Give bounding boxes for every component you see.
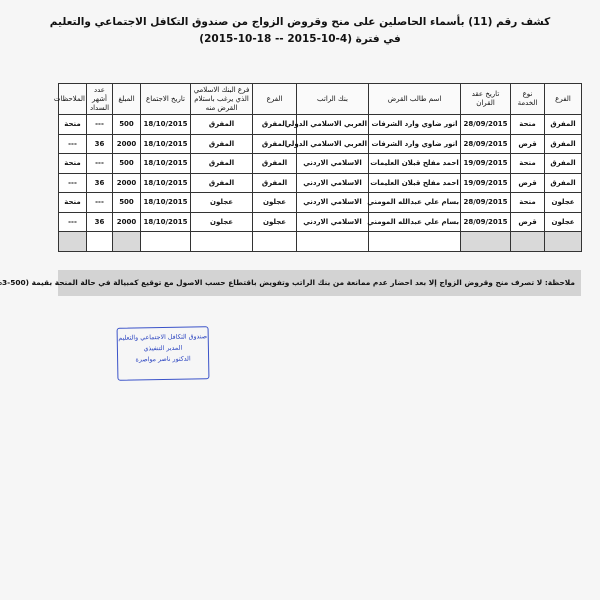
column-header: الفرع bbox=[253, 84, 297, 115]
stamp-line-3: الدكتور ناصر مواصرة bbox=[135, 355, 191, 364]
table-row bbox=[59, 193, 582, 213]
table-row bbox=[59, 173, 582, 193]
table-cell: المفرق bbox=[191, 154, 253, 174]
table-cell: منحة bbox=[59, 154, 87, 174]
table-cell: قرض bbox=[511, 134, 545, 154]
table-cell: المفرق bbox=[191, 134, 253, 154]
column-header: عدد أشهر السداد bbox=[87, 84, 113, 115]
table-cell: المفرق bbox=[253, 154, 297, 174]
table-cell: منحة bbox=[59, 115, 87, 135]
table-cell: الاسلامي الاردني bbox=[297, 193, 369, 213]
table-cell bbox=[191, 232, 253, 252]
table-cell: --- bbox=[87, 154, 113, 174]
table-cell: --- bbox=[59, 212, 87, 232]
table-cell: 18/10/2015 bbox=[141, 193, 191, 213]
table-cell: 500 bbox=[113, 193, 141, 213]
table-row bbox=[59, 115, 582, 135]
table-cell: العربي الاسلامي الدولي bbox=[297, 134, 369, 154]
table-cell: عجلون bbox=[253, 193, 297, 213]
table-cell bbox=[87, 232, 113, 252]
table-cell: المفرق bbox=[191, 173, 253, 193]
table-cell bbox=[59, 232, 87, 252]
table-cell bbox=[113, 232, 141, 252]
table-cell: 28/09/2015 bbox=[461, 212, 511, 232]
stamp-line-1: صندوق التكافل الاجتماعي والتعليم bbox=[118, 333, 208, 342]
column-header: الملاحظات bbox=[59, 84, 87, 115]
table-cell: منحة bbox=[511, 154, 545, 174]
table-cell: عجلون bbox=[545, 212, 582, 232]
table-cell: الاسلامي الاردني bbox=[297, 173, 369, 193]
table-cell: عجلون bbox=[545, 193, 582, 213]
table-cell bbox=[545, 232, 582, 252]
table-cell: المفرق bbox=[191, 115, 253, 135]
table-cell bbox=[511, 232, 545, 252]
table-cell: 19/09/2015 bbox=[461, 154, 511, 174]
column-header: اسم طالب القرض bbox=[369, 84, 461, 115]
table-row bbox=[59, 212, 582, 232]
table-cell: المفرق bbox=[253, 134, 297, 154]
beneficiaries-table bbox=[53, 83, 582, 252]
table-cell: --- bbox=[59, 173, 87, 193]
table-cell: احمد مفلح قبلان العليمات bbox=[369, 173, 461, 193]
table-cell: بسام علي عبدالله المومني bbox=[369, 212, 461, 232]
column-header: المبلغ bbox=[113, 84, 141, 115]
table-cell: 36 bbox=[87, 212, 113, 232]
table-cell: 18/10/2015 bbox=[141, 154, 191, 174]
table-cell bbox=[141, 232, 191, 252]
document-title: كشف رقم (11) بأسماء الحاصلين على منح وقروض الزواج من صندوق التكافل الاجتماعي والتعليم bbox=[49, 16, 551, 28]
column-header: الفرع bbox=[545, 84, 582, 115]
table-cell: انور ضاوي وارد الشرفات bbox=[369, 134, 461, 154]
table-cell: المفرق bbox=[545, 154, 582, 174]
table-cell: --- bbox=[87, 193, 113, 213]
table-cell: انور ضاوي وارد الشرفات bbox=[369, 115, 461, 135]
table-cell: بسام علي عبدالله المومني bbox=[369, 193, 461, 213]
table-cell: 2000 bbox=[113, 212, 141, 232]
table-cell: 18/10/2015 bbox=[141, 212, 191, 232]
document-period: في فترة (4-10-2015 -- 18-10-2015) bbox=[199, 33, 401, 45]
table-cell: قرض bbox=[511, 173, 545, 193]
column-header: بنك الراتب bbox=[297, 84, 369, 115]
table-cell: المفرق bbox=[545, 134, 582, 154]
table-cell: 28/09/2015 bbox=[461, 134, 511, 154]
column-header: تاريخ الاجتماع bbox=[141, 84, 191, 115]
table-cell: 18/10/2015 bbox=[141, 115, 191, 135]
column-header: نوع الخدمة bbox=[511, 84, 545, 115]
table-cell: 500 bbox=[113, 154, 141, 174]
official-stamp bbox=[117, 326, 210, 381]
table-cell: منحة bbox=[511, 193, 545, 213]
table-cell: 36 bbox=[87, 173, 113, 193]
table-cell: 2000 bbox=[113, 134, 141, 154]
table-cell: 19/09/2015 bbox=[461, 173, 511, 193]
table-cell: منحة bbox=[59, 193, 87, 213]
table-cell: منحة bbox=[511, 115, 545, 135]
table-cell: --- bbox=[59, 134, 87, 154]
table-cell: 2000 bbox=[113, 173, 141, 193]
table-cell: 36 bbox=[87, 134, 113, 154]
table-cell: احمد مفلح قبلان العليمات bbox=[369, 154, 461, 174]
stamp-line-2: المدير التنفيذي bbox=[143, 344, 183, 353]
table-cell: 28/09/2015 bbox=[461, 115, 511, 135]
table-cell: 18/10/2015 bbox=[141, 134, 191, 154]
table-cell: 28/09/2015 bbox=[461, 193, 511, 213]
table-body bbox=[59, 115, 582, 252]
table-cell bbox=[297, 232, 369, 252]
table-cell: عجلون bbox=[191, 193, 253, 213]
table-cell: عجلون bbox=[191, 212, 253, 232]
table-row bbox=[59, 154, 582, 174]
table-cell: 500 bbox=[113, 115, 141, 135]
table-cell: المفرق bbox=[545, 115, 582, 135]
column-header: تاريخ عقد القران bbox=[461, 84, 511, 115]
table-cell bbox=[461, 232, 511, 252]
column-header: فرع البنك الاسلامي الذي يرغب باستلام القرض منه bbox=[191, 84, 253, 115]
table-header-row bbox=[59, 84, 582, 115]
table-cell bbox=[253, 232, 297, 252]
table-cell: عجلون bbox=[253, 212, 297, 232]
note-bar: ملاحظة: لا تصرف منح وقروض الزواج إلا بعد احضار عدم ممانعة من بنك الراتب وتفويض باقتطاع حسب الاصول مع توقيع كمبيالة في حالة المنحة بقيمة (500-3 bbox=[58, 270, 581, 296]
table-cell: --- bbox=[87, 115, 113, 135]
table-row bbox=[59, 134, 582, 154]
table-cell: الاسلامي الاردني bbox=[297, 212, 369, 232]
table-cell bbox=[369, 232, 461, 252]
table-cell: المفرق bbox=[253, 173, 297, 193]
table-cell: العربي الاسلامي الدولي bbox=[297, 115, 369, 135]
table-cell: المفرق bbox=[545, 173, 582, 193]
table-cell: الاسلامي الاردني bbox=[297, 154, 369, 174]
empty-row bbox=[59, 232, 582, 252]
table-cell: قرض bbox=[511, 212, 545, 232]
table-cell: المفرق bbox=[253, 115, 297, 135]
table-cell: 18/10/2015 bbox=[141, 173, 191, 193]
